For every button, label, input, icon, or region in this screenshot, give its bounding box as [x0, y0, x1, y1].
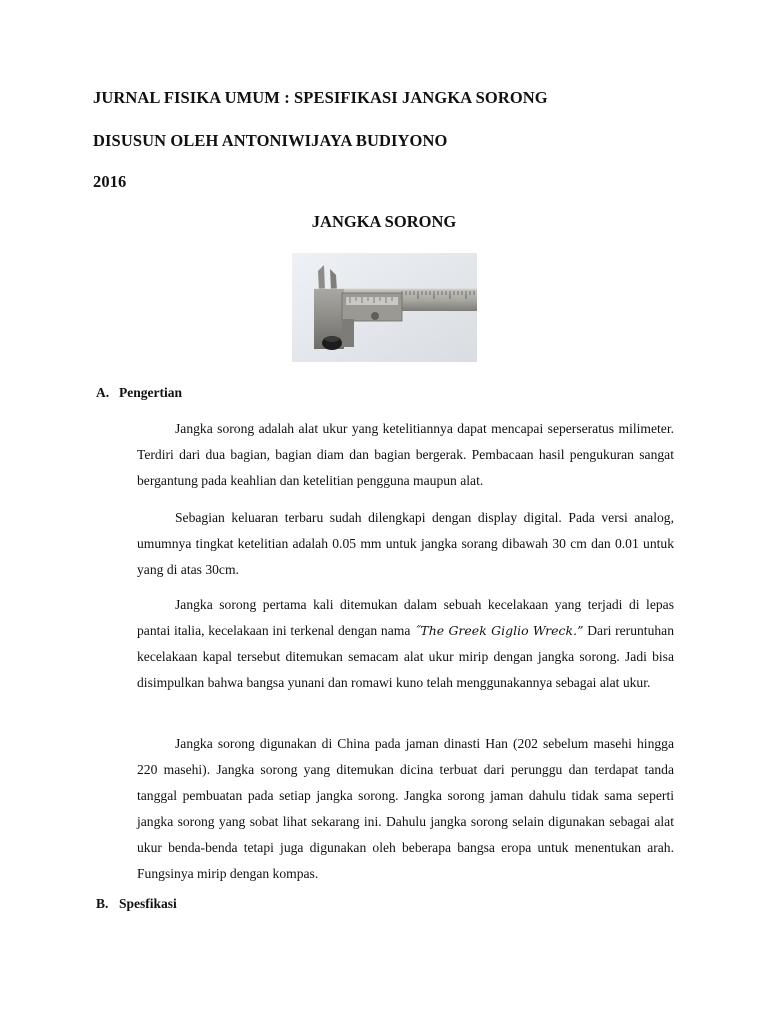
- section-a-heading: [96, 385, 182, 401]
- vernier-caliper-figure: [292, 253, 477, 362]
- vernier-caliper-photo-icon: [292, 253, 477, 362]
- journal-title: JURNAL FISIKA UMUM : SPESIFIKASI JANGKA SORONG: [93, 88, 548, 107]
- paragraph-2: [137, 505, 674, 583]
- content-title: JANGKA SORONG: [311, 212, 457, 231]
- paragraph-3-text-end: Dari reruntuhan kecelakaan kapal tersebut ditemukan semacam alat ukur mirip dengan jangka sorong. Jadi bisa disimpulkan bahwa bangsa yunani dan romawi kuno telah menggunakannya sebagai alat ukur.: [137, 623, 674, 691]
- paragraph-1-text: Jangka sorong adalah alat ukur yang ketelitiannya dapat mencapai seperseratus milimeter. Terdiri dari dua bagian, bagian diam dan bagian bergerak. Pembacaan hasil pengukuran sangat bergantung pada keahlian dan ketelitian pengguna maupun alat.: [137, 421, 674, 489]
- paragraph-4-text: Jangka sorong digunakan di China pada jaman dinasti Han (202 sebelum masehi hingga 220 masehi). Jangka sorong yang ditemukan dicina terbuat dari perunggu dan terdapat tanda tanggal pembuatan pada setiap jangka sorong. Jangka sorong jaman dahulu tidak sama seperti jangka sorong yang sobat lihat sekarang ini. Dahulu jangka sorong selain digunakan sebagai alat ukur benda-benda tetapi juga digunakan oleh beberapa bangsa eropa untuk menentukan arah. Fungsinya mirip dengan kompas.: [137, 736, 674, 882]
- section-b-title: Spesfikasi: [119, 896, 177, 911]
- paragraph-4: [137, 731, 674, 888]
- section-b-label: B.: [96, 896, 109, 911]
- paragraph-3-quote: ˝The Greek Giglio Wreck.”: [414, 623, 584, 639]
- paragraph-2-text: Sebagian keluaran terbaru sudah dilengkapi dengan display digital. Pada versi analog, umumnya tingkat ketelitian adalah 0.05 mm untuk jangka sorang dibawah 30 cm dan 0.01 untuk yang di atas 30cm.: [137, 510, 674, 578]
- section-a-title: Pengertian: [119, 385, 182, 400]
- paragraph-3-text-start: Jangka sorong pertama kali ditemukan dalam sebuah kecelakaan yang terjadi di lepas pantai italia, kecelakaan ini terkenal dengan nama: [137, 597, 674, 639]
- author-line: DISUSUN OLEH ANTONIWIJAYA BUDIYONO: [93, 131, 448, 150]
- year: 2016: [93, 172, 127, 191]
- paragraph-3: [137, 592, 674, 696]
- section-a-label: A.: [96, 385, 110, 400]
- section-b-heading: [96, 896, 177, 912]
- paragraph-1: [137, 416, 674, 494]
